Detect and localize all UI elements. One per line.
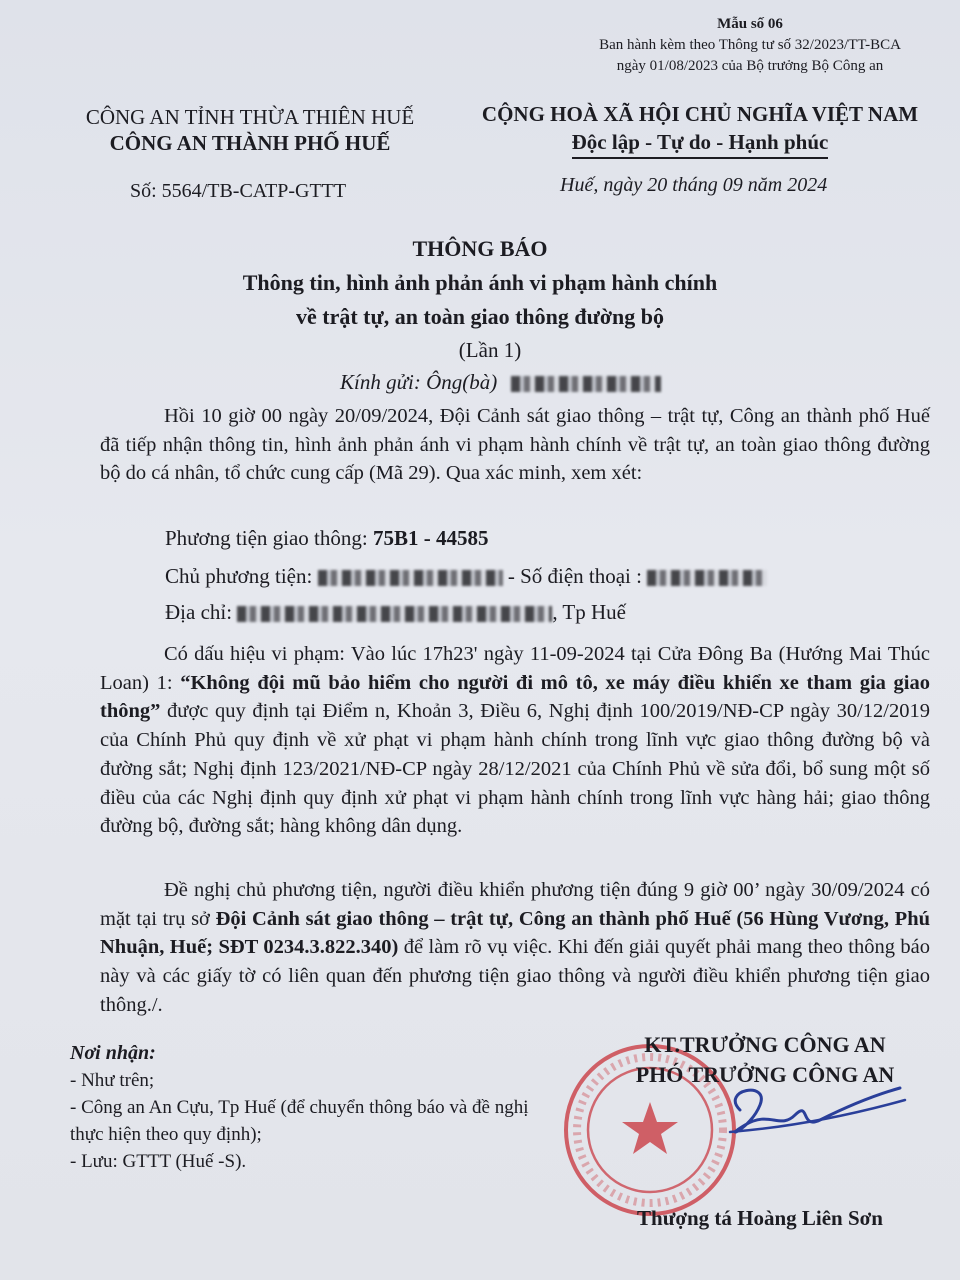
agency-name: CÔNG AN THÀNH PHỐ HUẾ (109, 131, 391, 155)
recipient-line (340, 370, 661, 395)
vehicle-line (165, 526, 488, 551)
national-header (460, 100, 940, 159)
owner-label: Chủ phương tiện: (165, 564, 318, 588)
document-title (0, 232, 960, 334)
violation-offense: “Không đội mũ bảo hiểm cho người đi mô tô, xe máy điều khiển xe tham gia giao thông” (100, 671, 930, 723)
redacted-owner (318, 570, 503, 586)
place-date: Huế, ngày 20 tháng 09 năm 2024 (560, 174, 828, 196)
sign-line2: PHÓ TRƯỞNG CÔNG AN (635, 1062, 895, 1087)
address-line (165, 600, 626, 625)
notice-count: (Lần 1) (458, 338, 522, 362)
sign-line1: KT.TRƯỞNG CÔNG AN (644, 1032, 886, 1057)
owner-line (165, 564, 767, 589)
paragraph-intro (100, 402, 930, 488)
request-office: Đội Cảnh sát giao thông – trật tự, Công an thành phố Huế (56 Hùng Vương, Phú Nhuận, Huế; SĐT 0234.3.822.340) (100, 907, 930, 959)
issuing-agency (60, 104, 440, 156)
form-issued-line1: Ban hành kèm theo Thông tư số 32/2023/TT-BCA (599, 37, 901, 53)
form-issued-line2: ngày 01/08/2023 của Bộ trưởng Bộ Công an (616, 58, 884, 74)
form-number: Mẫu số 06 (717, 16, 783, 32)
document-number: Số: 5564/TB-CATP-GTTT (130, 180, 347, 202)
redacted-address (237, 606, 552, 622)
agency-parent: CÔNG AN TỈNH THỪA THIÊN HUẾ (85, 105, 415, 129)
violation-text-a: Có dấu hiệu vi phạm: Vào lúc 17h23' ngày 11-09-2024 tại Cửa Đông Ba (Hướng Mai Thúc Loan) 1: (100, 643, 930, 694)
recipient-label: Kính gửi: Ông(bà) (340, 370, 498, 394)
recipients-list (70, 1040, 540, 1175)
address-label: Địa chỉ: (165, 600, 238, 624)
form-reference (560, 14, 940, 77)
handwritten-signature (700, 1070, 910, 1160)
country-name: CỘNG HOÀ XÃ HỘI CHỦ NGHĨA VIỆT NAM (481, 102, 919, 126)
vehicle-label: Phương tiện giao thông: (165, 526, 373, 550)
paragraph-request (100, 876, 930, 1020)
title-sub2: về trật tự, an toàn giao thông đường bộ (295, 304, 664, 329)
violation-text-b: được quy định tại Điểm n, Khoản 3, Điều 6, Nghị định 100/2019/NĐ-CP ngày 30/12/2019 của Chính Phủ quy định về xử phạt vi phạm hành chính trong lĩnh vực giao thông đường bộ và đường sắt; Nghị định 123/2021/NĐ-CP ngày 28/12/2021 của Chính Phủ về sửa đổi, bổ sung một số điều của các Nghị định quy định xử phạt vi phạm hành chính trong lĩnh vực hàng hải; giao thông đường bộ, đường sắt; hàng không dân dụng. (100, 700, 930, 838)
recipient-item-3: - Lưu: GTTT (Huế -S). (70, 1151, 247, 1172)
title-main: THÔNG BÁO (412, 236, 548, 261)
phone-label: - Số điện thoại : (507, 564, 648, 588)
signer-name: Thượng tá Hoàng Liên Sơn (637, 1206, 883, 1230)
recipient-item-2: - Công an An Cựu, Tp Huế (để chuyển thông báo và đề nghị thực hiện theo quy định); (70, 1097, 529, 1145)
redacted-phone (647, 570, 767, 586)
request-text-b: để làm rõ vụ việc. Khi đến giải quyết phải mang theo thông báo này và các giấy tờ có liên quan đến phương tiện giao thông và người điều khiển phương tiện giao thông./. (100, 936, 931, 1016)
national-motto: Độc lập - Tự do - Hạnh phúc (572, 128, 829, 159)
address-city: , Tp Huế (552, 600, 626, 624)
paragraph-violation (100, 640, 930, 841)
vehicle-plate: 75B1 - 44585 (372, 526, 489, 550)
title-sub1: Thông tin, hình ảnh phản ánh vi phạm hành chính (242, 270, 718, 295)
intro-text: Hồi 10 giờ 00 ngày 20/09/2024, Đội Cảnh sát giao thông – trật tự, Công an thành phố Huế đã tiếp nhận thông tin, hình ảnh phản ánh vi phạm hành chính về trật tự, an toàn giao thông đường bộ do cá nhân, tổ chức cung cấp (Mã 29). Qua xác minh, xem xét: (100, 405, 930, 485)
recipient-item-1: - Như trên; (70, 1070, 155, 1091)
redacted-name (511, 376, 661, 392)
request-text-a: Đề nghị chủ phương tiện, người điều khiển phương tiện đúng 9 giờ 00’ ngày 30/09/2024 có mặt tại trụ sở (100, 879, 930, 930)
recipients-heading: Nơi nhận: (70, 1042, 156, 1064)
